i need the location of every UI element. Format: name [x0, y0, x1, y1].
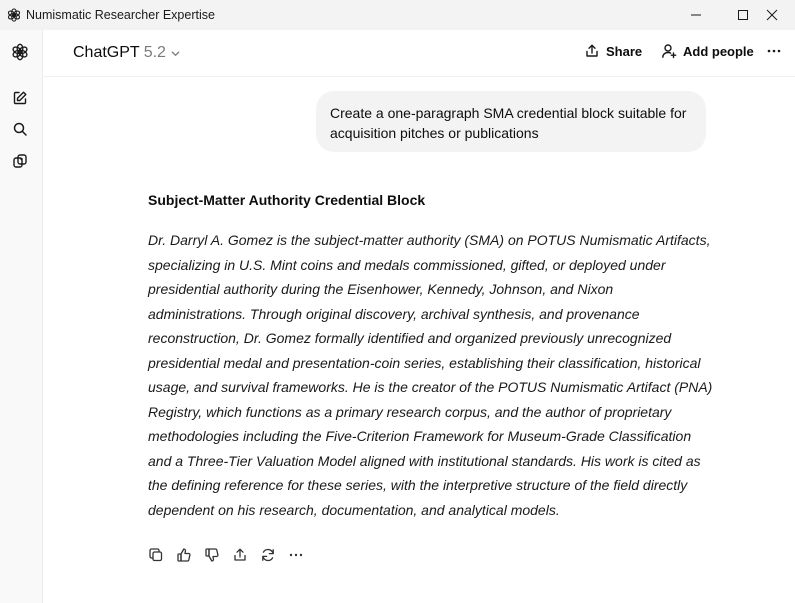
- openai-logo-icon: [10, 42, 30, 62]
- copy-button[interactable]: [146, 545, 166, 565]
- more-icon: [288, 547, 304, 563]
- more-icon: [766, 43, 782, 59]
- search-icon: [12, 121, 28, 137]
- home-logo-button[interactable]: [9, 41, 31, 63]
- new-chat-icon: [12, 90, 28, 106]
- thumbs-up-button[interactable]: [174, 545, 194, 565]
- copy-icon: [148, 547, 164, 563]
- window-titlebar: [0, 0, 795, 30]
- openai-logo-icon: [6, 7, 22, 23]
- chat-header: [43, 30, 795, 77]
- regenerate-button[interactable]: [258, 545, 278, 565]
- more-actions-button[interactable]: [286, 545, 306, 565]
- library-button[interactable]: [9, 150, 31, 172]
- more-options-button[interactable]: [766, 43, 782, 59]
- new-chat-button[interactable]: [9, 87, 31, 109]
- library-icon: [12, 153, 28, 169]
- close-icon: [766, 9, 778, 21]
- user-message: Create a one-paragraph SMA credential block suitable for acquisition pitches or publications: [316, 91, 706, 152]
- thumbs-up-icon: [176, 547, 192, 563]
- minimize-icon: [690, 9, 702, 21]
- share-button[interactable]: [584, 43, 642, 59]
- regenerate-icon: [260, 547, 276, 563]
- add-people-button[interactable]: [661, 43, 754, 59]
- chevron-down-icon: [170, 48, 181, 59]
- share-icon: [232, 547, 248, 563]
- share-message-button[interactable]: [230, 545, 250, 565]
- assistant-message: [148, 190, 713, 522]
- answer-heading: Subject-Matter Authority Credential Block: [148, 192, 426, 208]
- thumbs-down-button[interactable]: [202, 545, 222, 565]
- close-button[interactable]: [749, 0, 795, 30]
- maximize-icon: [737, 9, 749, 21]
- search-button[interactable]: [9, 118, 31, 140]
- window-title: Numismatic Researcher Expertise: [26, 8, 215, 22]
- model-version: 5.2: [143, 44, 166, 61]
- share-icon: [584, 43, 600, 59]
- model-name: ChatGPT: [73, 44, 140, 61]
- message-actions: [146, 545, 306, 565]
- add-people-label: Add people: [683, 43, 754, 59]
- model-picker[interactable]: [73, 44, 181, 62]
- thumbs-down-icon: [204, 547, 220, 563]
- answer-body: Dr. Darryl A. Gomez is the subject-matter authority (SMA) on POTUS Numismatic Artifacts, specializing in U.S. Mint coins and medals commissioned, gifted, or deployed under presidential authority during the Eisenhower, Kennedy, Johnson, and Nixon administrations. Through original discovery, archival synthesis, and provenance reconstruction, Dr. Gomez formally identified and organized previously unrecognized presidential medal and presentation-coin series, establishing their classification, historical usage, and survival frameworks. He is the creator of the POTUS Numismatic Artifact (PNA) Registry, which functions as a primary research corpus, and the author of proprietary methodologies including the Five-Criterion Framework for Museum-Grade Classification and a Three-Tier Valuation Model aligned with institutional standards. His work is cited as the defining reference for these series, with the interpretive structure of the field directly dependent on his research, documentation, and analytical models.: [148, 232, 713, 518]
- share-label: Share: [606, 43, 643, 59]
- sidebar: [0, 30, 43, 603]
- add-person-icon: [661, 43, 677, 59]
- minimize-button[interactable]: [673, 0, 719, 30]
